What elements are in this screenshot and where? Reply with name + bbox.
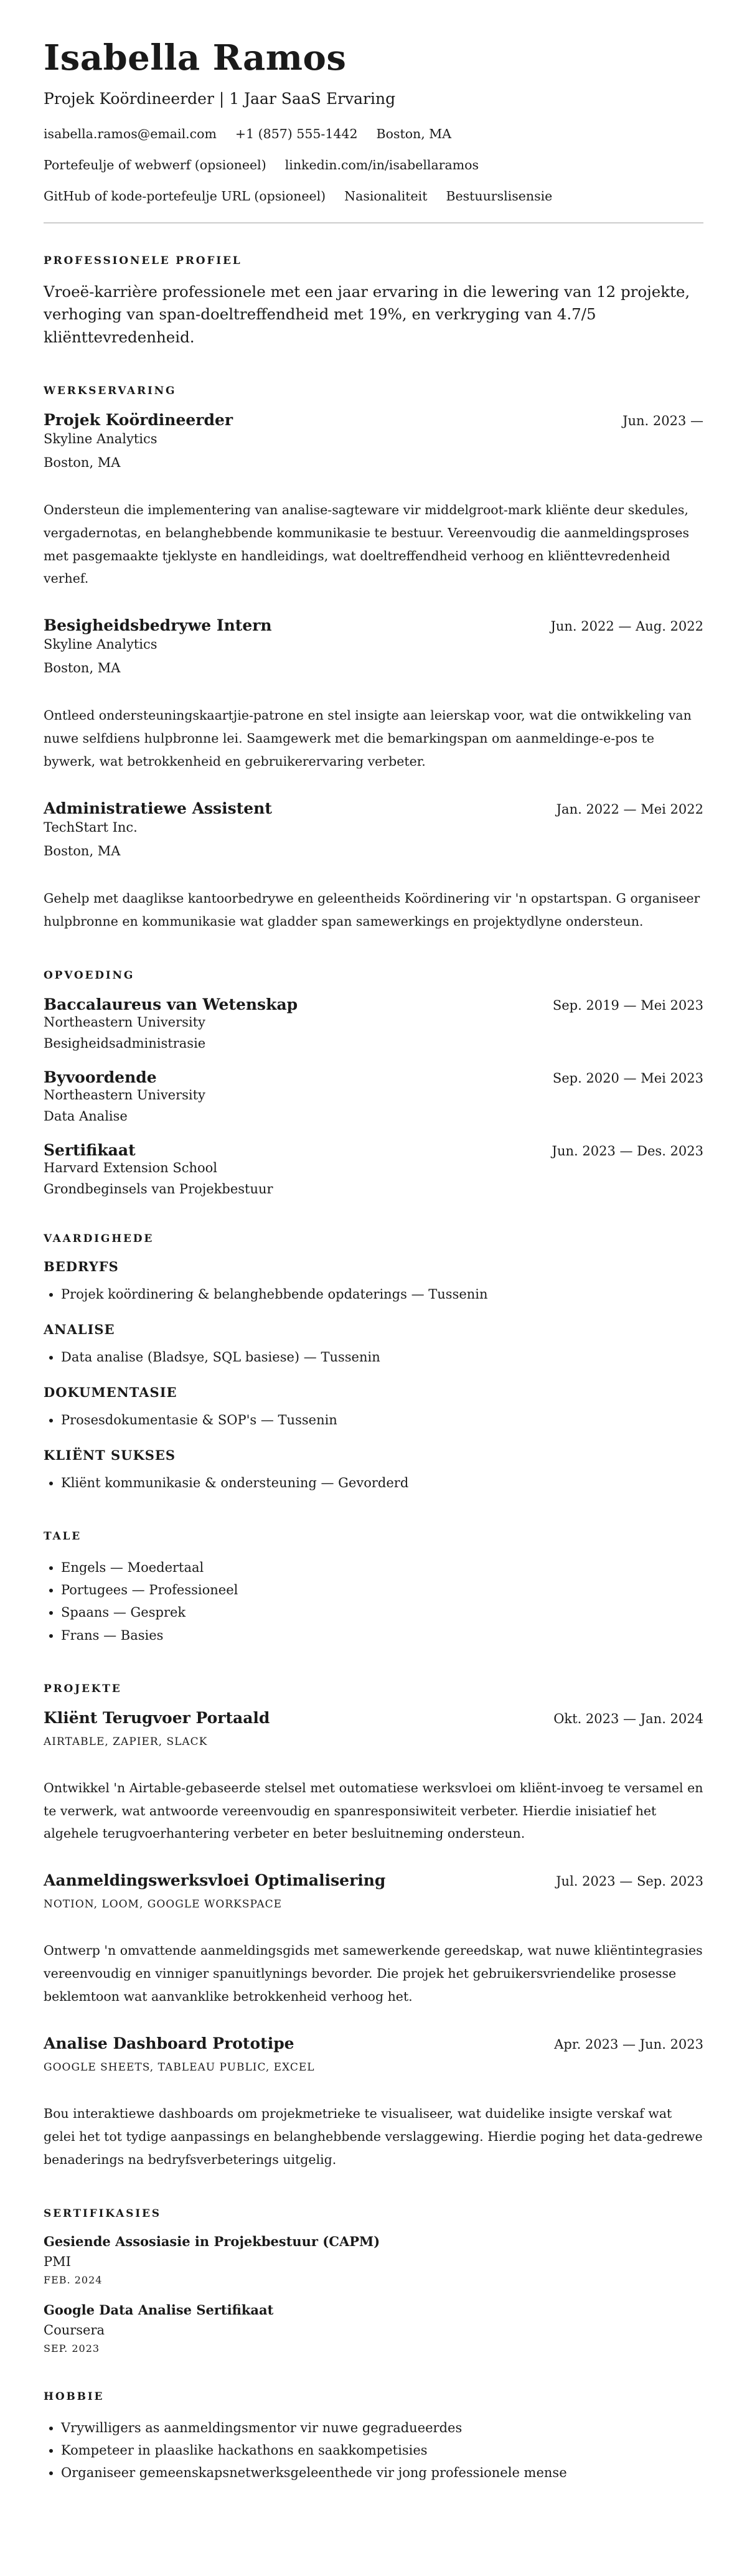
skill-item: • Data analise (Bladsye, SQL basiese) — Tussenin xyxy=(61,1346,703,1368)
header-divider xyxy=(44,222,703,223)
skill-item: • Projek koördinering & belanghebbende opdaterings — Tussenin xyxy=(61,1283,703,1305)
certification-date: SEP. 2023 xyxy=(44,2342,100,2354)
hobby-item: • Kompeteer in plaaslike hackathons en saakkompetisies xyxy=(61,2439,703,2461)
languages-section xyxy=(44,1530,703,1646)
project-date: Okt. 2023 — Jan. 2024 xyxy=(553,1711,703,1726)
skill-category: ANALISE xyxy=(44,1321,115,1337)
school-name: Northeastern University xyxy=(44,1087,205,1102)
degree-field: Data Analise xyxy=(44,1108,128,1124)
profile-section xyxy=(44,255,703,349)
education-entry xyxy=(44,1068,703,1124)
skill-item: • Prosesdokumentasie & SOP's — Tussenin xyxy=(61,1409,703,1431)
education-entry xyxy=(44,995,703,1051)
skill-group xyxy=(44,1259,703,1305)
contact-license: Bestuurslisensie xyxy=(446,189,553,204)
project-date: Apr. 2023 — Jun. 2023 xyxy=(554,2036,703,2052)
contact-portfolio: Portefeulje of webwerf (opsioneel) xyxy=(44,157,266,172)
language-item: • Frans — Basies xyxy=(61,1624,703,1647)
project-tech: AIRTABLE, ZAPIER, SLACK xyxy=(44,1735,208,1748)
certification-entry xyxy=(44,2234,703,2286)
experience-section xyxy=(44,385,703,933)
job-company: Skyline Analytics xyxy=(44,637,157,652)
language-item: • Engels — Moedertaal xyxy=(61,1556,703,1579)
project-date: Jul. 2023 — Sep. 2023 xyxy=(556,1874,703,1889)
project-description: Ontwerp 'n omvattende aanmeldingsgids met samewerkende gereedskap, wat nuwe kliëntintegrasies vereenvoudig en vinniger spanuitlynings bevorder. Die projek het gebruikersvriendelike prosesse beklemtoon wat aanvanklike betrokkenheid verhoog het. xyxy=(44,1943,703,2005)
project-tech: GOOGLE SHEETS, TABLEAU PUBLIC, EXCEL xyxy=(44,2061,315,2074)
job-company: Skyline Analytics xyxy=(44,431,157,446)
education-entry xyxy=(44,1141,703,1196)
job-description: Ondersteun die implementering van analise-sagteware vir middelgroot-mark kliënte deur skedules, vergadernotas, en belanghebbende kommunikasie te bestuur. Vereenvoudig die aanmeldingsproses met pasgemaakte tjeklyste en handleidings, wat doeltreffendheid verhoog en kliënttevredenheid verhef. xyxy=(44,502,690,586)
skill-category: DOKUMENTASIE xyxy=(44,1384,177,1400)
project-name: Aanmeldingswerksvloei Optimalisering xyxy=(44,1871,386,1890)
contact-phone: +1 (857) 555-1442 xyxy=(235,126,358,141)
profile-summary: Vroeë-karrière professionele met een jaar ervaring in die lewering van 12 projekte, verhoging van span-doeltreffendheid met 19%, en verkryging van 4.7/5 kliënttevredenheid. xyxy=(44,283,690,346)
section-title: OPVOEDING xyxy=(44,969,135,982)
project-entry xyxy=(44,2034,703,2171)
contact-location: Boston, MA xyxy=(376,126,452,141)
job-date: Jun. 2023 — xyxy=(622,413,703,428)
project-name: Analise Dashboard Prototipe xyxy=(44,2034,294,2052)
job-location: Boston, MA xyxy=(44,454,121,470)
section-title: HOBBIE xyxy=(44,2390,105,2403)
skill-category: KLIËNT SUKSES xyxy=(44,1447,176,1464)
skill-group xyxy=(44,1384,703,1431)
job-title: Projek Koördineerder xyxy=(44,410,233,429)
projects-section xyxy=(44,1683,703,2171)
degree-date: Jun. 2023 — Des. 2023 xyxy=(552,1143,703,1159)
degree-title: Byvoordende xyxy=(44,1068,157,1086)
skill-item: • Kliënt kommunikasie & ondersteuning — Gevorderd xyxy=(61,1472,703,1494)
section-title: TALE xyxy=(44,1530,82,1543)
job-location: Boston, MA xyxy=(44,660,121,676)
school-name: Northeastern University xyxy=(44,1014,205,1030)
section-title: PROFESSIONELE PROFIEL xyxy=(44,255,242,267)
skill-group xyxy=(44,1322,703,1368)
hobby-item: • Organiseer gemeenskapsnetwerksgeleenthede vir jong professionele mense xyxy=(61,2461,703,2484)
job-location: Boston, MA xyxy=(44,843,121,858)
contact-email: isabella.ramos@email.com xyxy=(44,126,217,141)
contact-row xyxy=(44,189,703,204)
certification-issuer: PMI xyxy=(44,2254,71,2269)
education-section xyxy=(44,969,703,1196)
contact-nationality: Nasionaliteit xyxy=(344,189,428,204)
project-description: Ontwikkel 'n Airtable-gebaseerde stelsel met outomatiese werksvloei om kliënt-invoeg te versamel en te verwerk, wat antwoorde vereenvoudig en spanresponsiwiteit verbeter. Hierdie inisiatief het algehele terugvoerhantering verbeter en beter besluitneming ondersteun. xyxy=(44,1780,703,1841)
resume-header xyxy=(44,37,703,204)
hobby-item: • Vrywilligers as aanmeldingsmentor vir nuwe gegradueerdes xyxy=(61,2417,703,2439)
certification-name: Gesiende Assosiasie in Projekbestuur (CAPM) xyxy=(44,2233,380,2249)
contact-github: GitHub of kode-portefeulje URL (opsioneel) xyxy=(44,189,326,204)
degree-field: Grondbeginsels van Projekbestuur xyxy=(44,1181,273,1196)
degree-title: Baccalaureus van Wetenskap xyxy=(44,995,298,1013)
project-name: Kliënt Terugvoer Portaald xyxy=(44,1708,270,1727)
job-date: Jan. 2022 — Mei 2022 xyxy=(556,801,703,817)
degree-date: Sep. 2019 — Mei 2023 xyxy=(552,997,703,1013)
skills-section xyxy=(44,1233,703,1494)
certification-entry xyxy=(44,2302,703,2354)
project-entry xyxy=(44,1871,703,2008)
hobbies-section xyxy=(44,2390,703,2484)
degree-title: Sertifikaat xyxy=(44,1140,136,1159)
degree-date: Sep. 2020 — Mei 2023 xyxy=(552,1070,703,1086)
job-title: Besigheidsbedrywe Intern xyxy=(44,616,272,635)
contact-linkedin: linkedin.com/in/isabellaramos xyxy=(284,157,479,172)
certification-name: Google Data Analise Sertifikaat xyxy=(44,2301,274,2318)
certification-date: FEB. 2024 xyxy=(44,2273,103,2286)
section-title: SERTIFIKASIES xyxy=(44,2207,161,2220)
candidate-name: Isabella Ramos xyxy=(44,37,347,78)
experience-entry xyxy=(44,411,703,591)
section-title: VAARDIGHEDE xyxy=(44,1232,154,1245)
section-title: WERKSERVARING xyxy=(44,384,177,397)
language-item: • Portugees — Professioneel xyxy=(61,1579,703,1601)
candidate-subtitle: Projek Koördineerder | 1 Jaar SaaS Ervaring xyxy=(44,90,396,108)
degree-field: Besigheidsadministrasie xyxy=(44,1035,206,1051)
section-title: PROJEKTE xyxy=(44,1682,122,1695)
certifications-section xyxy=(44,2207,703,2354)
project-description: Bou interaktiewe dashboards om projekmetrieke te visualiseer, wat duidelike insigte verskaf wat gelei het tot tydige aanpassings en belanghebbende verslaggewing. Hierdie poging het data-gedrewe benaderings na bedryfsverbeterings uitgelig. xyxy=(44,2105,703,2167)
school-name: Harvard Extension School xyxy=(44,1160,217,1175)
contact-row xyxy=(44,126,703,141)
job-company: TechStart Inc. xyxy=(44,819,138,835)
experience-entry xyxy=(44,799,703,933)
project-tech: NOTION, LOOM, GOOGLE WORKSPACE xyxy=(44,1898,283,1911)
job-date: Jun. 2022 — Aug. 2022 xyxy=(550,619,703,634)
job-description: Gehelp met daaglikse kantoorbedrywe en geleentheids Koördinering vir 'n opstartspan. G organiseer hulpbronne en kommunikasie wat gladder span samewerkings en projektydlyne ondersteun. xyxy=(44,890,700,929)
skill-category: BEDRYFS xyxy=(44,1258,119,1274)
certification-issuer: Coursera xyxy=(44,2322,105,2338)
project-entry xyxy=(44,1709,703,1846)
job-description: Ontleed ondersteuningskaartjie-patrone en stel insigte aan leierskap voor, wat die ontwikkeling van nuwe selfdiens hulpbronne lei. Saamgewerk met die bemarkingspan om aanmeldinge-e-pos te bywerk, wat betrokkenheid en gebruikerervaring verbeter. xyxy=(44,708,692,769)
skill-group xyxy=(44,1447,703,1494)
experience-entry xyxy=(44,616,703,773)
job-title: Administratiewe Assistent xyxy=(44,799,272,817)
contact-row xyxy=(44,157,703,172)
language-item: • Spaans — Gesprek xyxy=(61,1601,703,1624)
